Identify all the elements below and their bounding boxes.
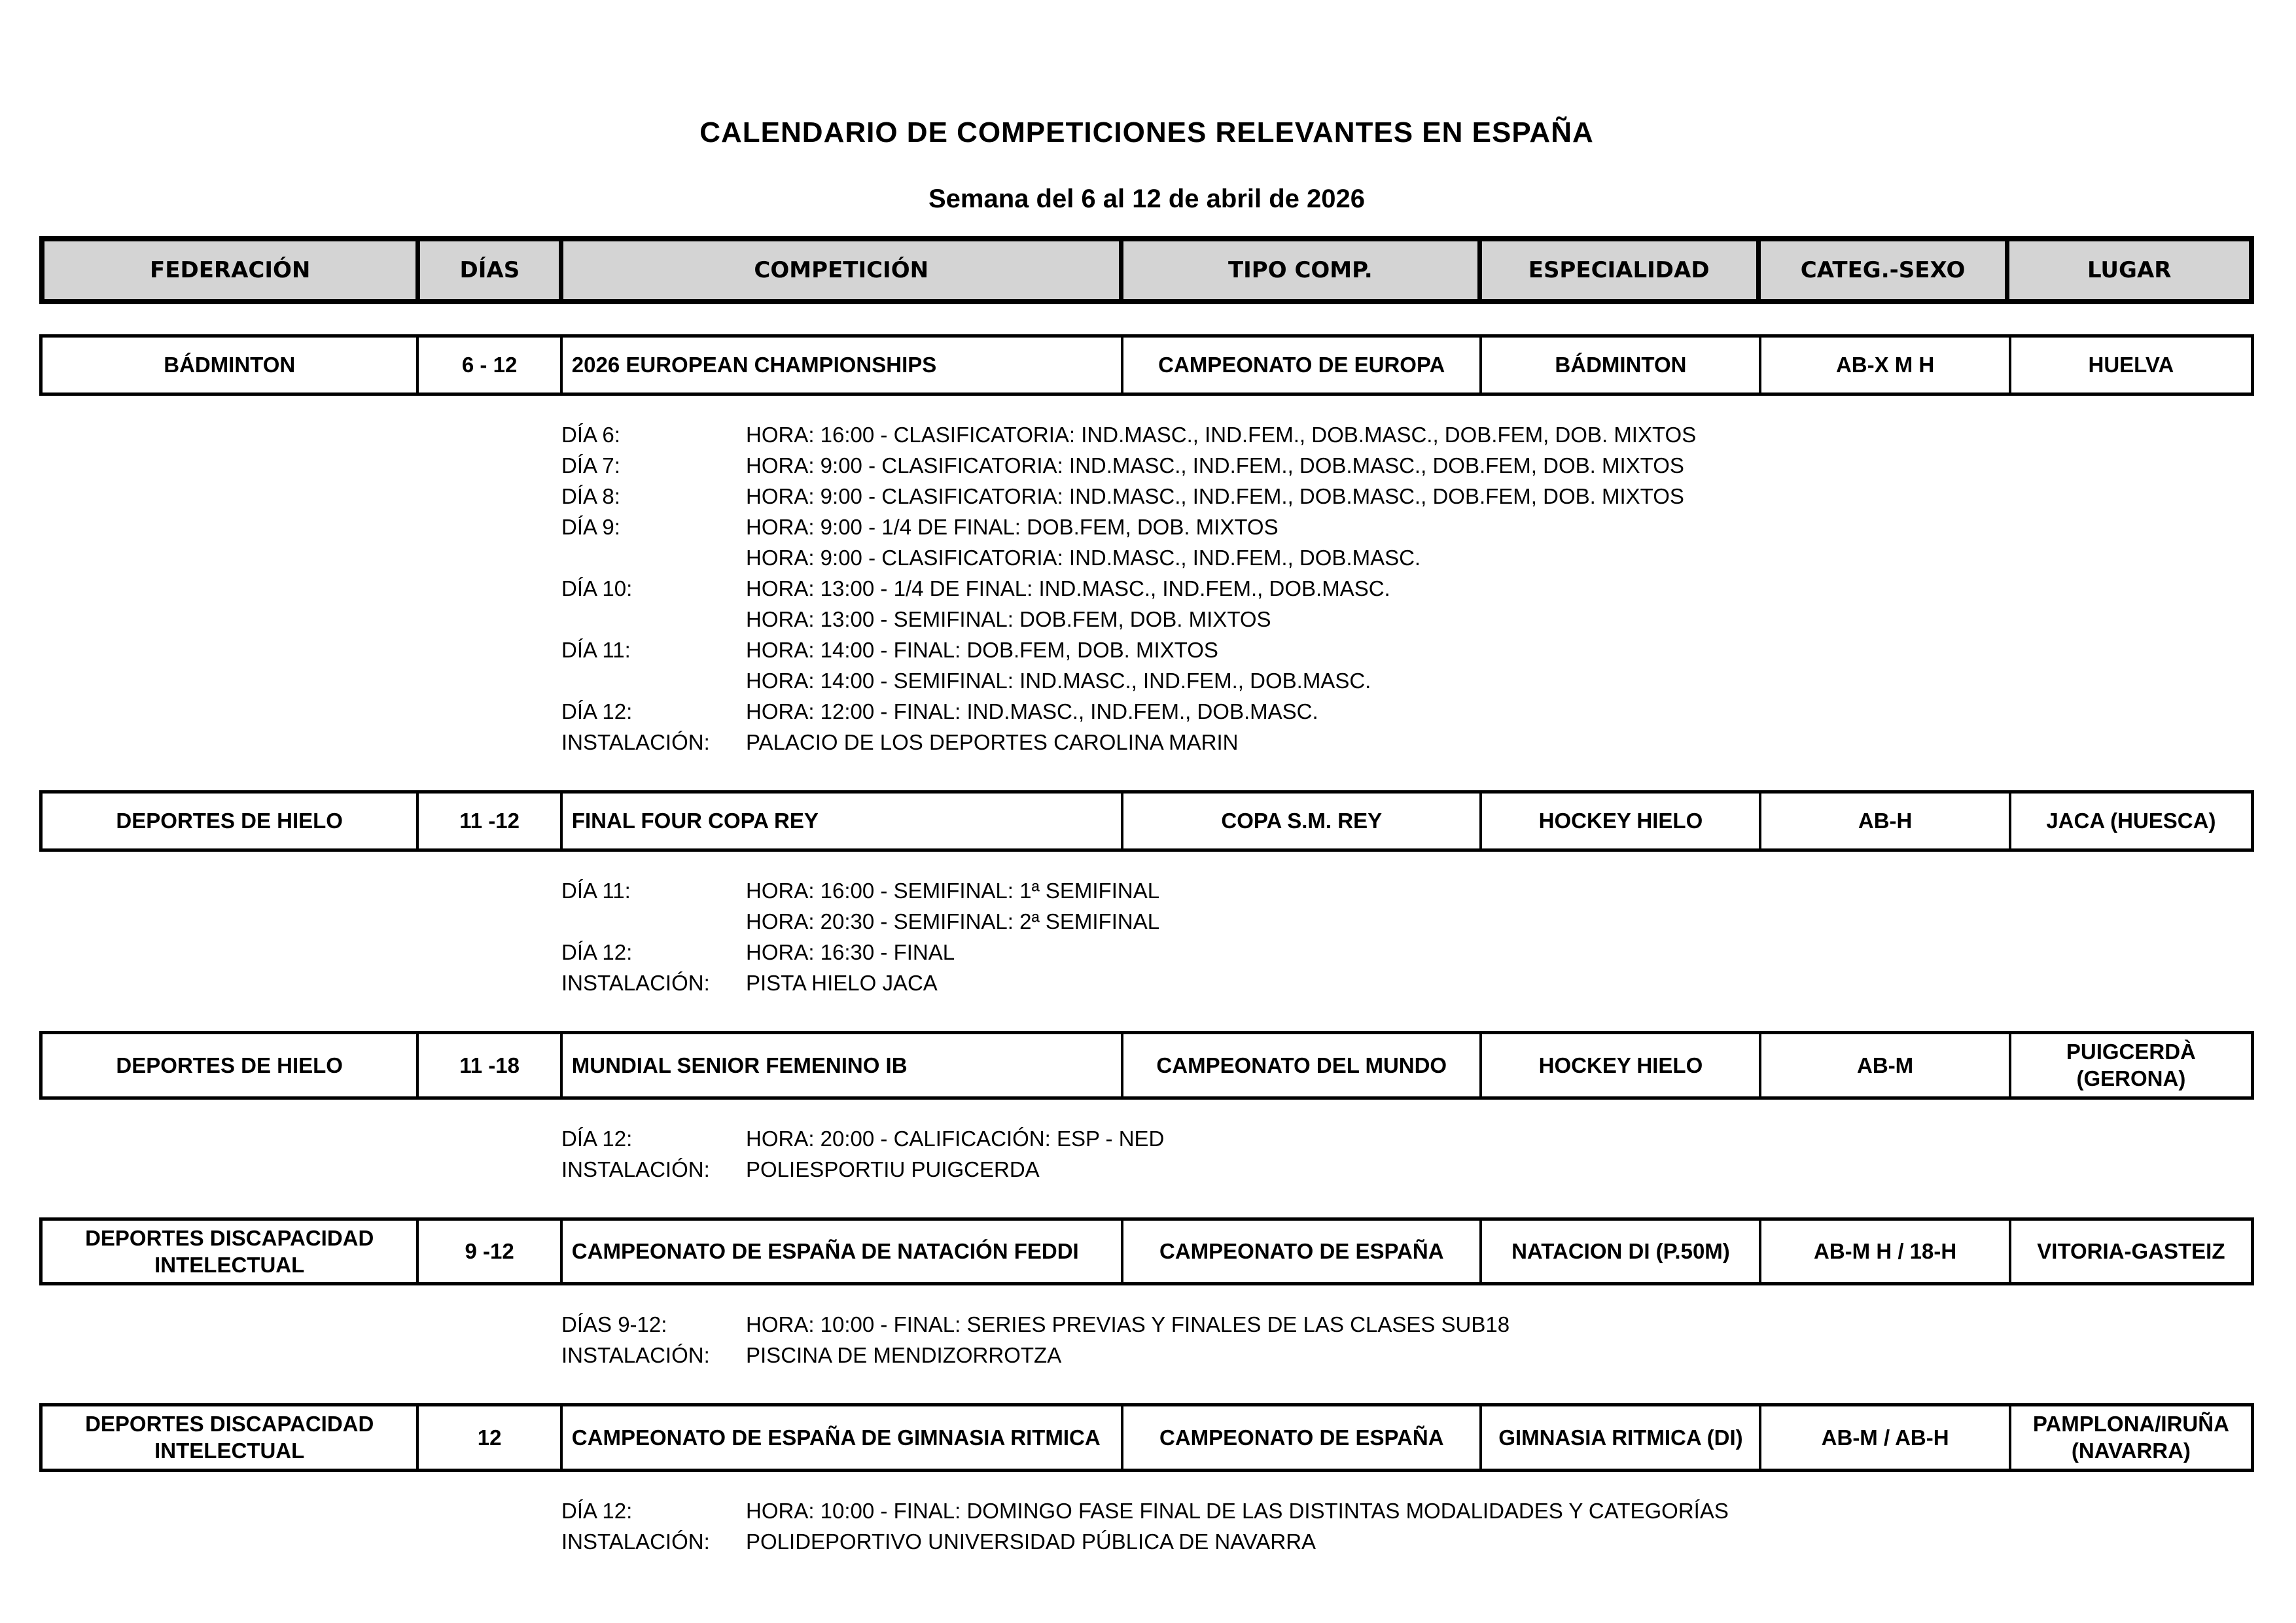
event-band-natacion-feddi <box>39 1217 2254 1374</box>
cell-tipo-comp: COPA S.M. REY <box>1123 794 1482 848</box>
detail-line <box>561 483 2254 514</box>
event-details <box>561 1498 2254 1560</box>
header-dias: DÍAS <box>420 241 563 299</box>
table-row <box>39 334 2254 396</box>
cell-dias: 6 - 12 <box>419 338 562 393</box>
detail-label: DÍA 12: <box>561 940 633 964</box>
cell-competicion: FINAL FOUR COPA REY <box>563 794 1123 848</box>
detail-line <box>561 1529 2254 1560</box>
header-federacion: FEDERACIÓN <box>44 241 420 299</box>
detail-line <box>561 606 2254 637</box>
page-subtitle: Semana del 6 al 12 de abril de 2026 <box>928 184 1366 213</box>
cell-lugar: HUELVA <box>2088 353 2174 377</box>
detail-label: DÍA 11: <box>561 879 631 903</box>
detail-text: HORA: 9:00 - 1/4 DE FINAL: DOB.FEM, DOB. MIXTOS <box>746 515 1279 539</box>
page-title: CALENDARIO DE COMPETICIONES RELEVANTES EN ESPAÑA <box>699 116 1594 148</box>
detail-text: HORA: 20:00 - CALIFICACIÓN: ESP - NED <box>746 1126 1165 1151</box>
detail-text: HORA: 14:00 - FINAL: DOB.FEM, DOB. MIXTOS <box>746 638 1218 662</box>
detail-line <box>561 1157 2254 1187</box>
detail-label: DÍA 6: <box>561 423 620 447</box>
cell-dias: 12 <box>419 1406 562 1469</box>
detail-text: PALACIO DE LOS DEPORTES CAROLINA MARIN <box>746 730 1239 754</box>
detail-label: DÍA 8: <box>561 484 620 508</box>
detail-text: HORA: 10:00 - FINAL: DOMINGO FASE FINAL DE LAS DISTINTAS MODALIDADES Y CATEGORÍAS <box>746 1498 1729 1523</box>
cell-lugar: JACA (HUESCA) <box>2046 809 2216 833</box>
detail-text: HORA: 9:00 - CLASIFICATORIA: IND.MASC., IND.FEM., DOB.MASC., DOB.FEM, DOB. MIXTOS <box>746 484 1684 508</box>
cell-dias: 9 -12 <box>419 1221 562 1283</box>
detail-text: POLIDEPORTIVO UNIVERSIDAD PÚBLICA DE NAVARRA <box>746 1529 1316 1554</box>
table-row <box>39 790 2254 852</box>
cell-especialidad: GIMNASIA RITMICA (DI) <box>1482 1406 1761 1469</box>
detail-label: DÍA 10: <box>561 576 633 601</box>
detail-text: HORA: 16:30 - FINAL <box>746 940 955 964</box>
cell-categ-sexo: AB-M / AB-H <box>1761 1406 2011 1469</box>
detail-line <box>561 939 2254 970</box>
detail-label: INSTALACIÓN: <box>561 730 710 754</box>
detail-line <box>561 699 2254 729</box>
event-band-hielo-copa-rey <box>39 790 2254 1001</box>
cell-tipo-comp: CAMPEONATO DE ESPAÑA <box>1123 1221 1482 1283</box>
detail-text: HORA: 13:00 - SEMIFINAL: DOB.FEM, DOB. MIXTOS <box>746 607 1271 631</box>
detail-text: HORA: 9:00 - CLASIFICATORIA: IND.MASC., IND.FEM., DOB.MASC., DOB.FEM, DOB. MIXTOS <box>746 453 1684 478</box>
cell-competicion: MUNDIAL SENIOR FEMENINO IB <box>563 1034 1123 1096</box>
detail-text: HORA: 14:00 - SEMIFINAL: IND.MASC., IND.FEM., DOB.MASC. <box>746 669 1371 693</box>
detail-label: DÍA 7: <box>561 453 620 478</box>
cell-especialidad: NATACION DI (P.50M) <box>1482 1221 1761 1283</box>
header-categ-sexo: CATEG.-SEXO <box>1761 241 2010 299</box>
header-competicion: COMPETICIÓN <box>563 241 1123 299</box>
cell-federacion: DEPORTES DE HIELO <box>43 1034 419 1096</box>
header-lugar: LUGAR <box>2087 257 2172 283</box>
detail-text: PISTA HIELO JACA <box>746 971 938 995</box>
cell-competicion: 2026 EUROPEAN CHAMPIONSHIPS <box>563 338 1123 393</box>
cell-federacion: BÁDMINTON <box>43 338 419 393</box>
detail-label: INSTALACIÓN: <box>561 971 710 995</box>
cell-categ-sexo: AB-H <box>1761 794 2011 848</box>
cell-dias: 11 -12 <box>419 794 562 848</box>
table-row <box>39 1403 2254 1472</box>
header-especialidad: ESPECIALIDAD <box>1482 241 1761 299</box>
header-tipo-comp: TIPO COMP. <box>1123 241 1481 299</box>
cell-lugar: PUIGCERDÀ (GERONA) <box>2066 1039 2196 1091</box>
detail-text: HORA: 16:00 - CLASIFICATORIA: IND.MASC., IND.FEM., DOB.MASC., DOB.FEM, DOB. MIXTOS <box>746 423 1697 447</box>
cell-especialidad: HOCKEY HIELO <box>1482 794 1761 848</box>
detail-line <box>561 909 2254 939</box>
detail-line <box>561 637 2254 668</box>
cell-tipo-comp: CAMPEONATO DEL MUNDO <box>1123 1034 1482 1096</box>
cell-tipo-comp: CAMPEONATO DE ESPAÑA <box>1123 1406 1482 1469</box>
detail-label: DÍA 9: <box>561 515 620 539</box>
detail-line <box>561 1126 2254 1157</box>
detail-line <box>561 668 2254 699</box>
detail-label: DÍAS 9-12: <box>561 1312 667 1336</box>
event-band-gimnasia-ritmica <box>39 1403 2254 1560</box>
detail-line <box>561 576 2254 606</box>
detail-line <box>561 514 2254 545</box>
cell-especialidad: BÁDMINTON <box>1482 338 1761 393</box>
detail-line <box>561 729 2254 760</box>
detail-label: INSTALACIÓN: <box>561 1157 710 1181</box>
cell-dias: 11 -18 <box>419 1034 562 1096</box>
cell-federacion: DEPORTES DISCAPACIDAD INTELECTUAL <box>43 1406 419 1469</box>
table-row <box>39 1031 2254 1100</box>
detail-text: HORA: 9:00 - CLASIFICATORIA: IND.MASC., IND.FEM., DOB.MASC. <box>746 546 1421 570</box>
detail-text: POLIESPORTIU PUIGCERDA <box>746 1157 1040 1181</box>
detail-text: HORA: 16:00 - SEMIFINAL: 1ª SEMIFINAL <box>746 879 1160 903</box>
detail-line <box>561 970 2254 1001</box>
detail-line <box>561 453 2254 483</box>
cell-categ-sexo: AB-M H / 18-H <box>1761 1221 2011 1283</box>
cell-lugar: PAMPLONA/IRUÑA (NAVARRA) <box>2032 1412 2229 1463</box>
event-details <box>561 1126 2254 1187</box>
detail-line <box>561 1342 2254 1373</box>
event-band-hielo-mundial <box>39 1031 2254 1187</box>
cell-tipo-comp: CAMPEONATO DE EUROPA <box>1123 338 1482 393</box>
cell-federacion: DEPORTES DISCAPACIDAD INTELECTUAL <box>43 1221 419 1283</box>
cell-especialidad: HOCKEY HIELO <box>1482 1034 1761 1096</box>
detail-label: DÍA 12: <box>561 1498 633 1523</box>
detail-line <box>561 545 2254 576</box>
cell-competicion: CAMPEONATO DE ESPAÑA DE NATACIÓN FEDDI <box>563 1221 1123 1283</box>
detail-label: INSTALACIÓN: <box>561 1529 710 1554</box>
detail-label: DÍA 11: <box>561 638 631 662</box>
cell-competicion: CAMPEONATO DE ESPAÑA DE GIMNASIA RITMICA <box>563 1406 1123 1469</box>
event-details <box>561 878 2254 1001</box>
cell-federacion: DEPORTES DE HIELO <box>43 794 419 848</box>
detail-line <box>561 1498 2254 1529</box>
event-details <box>561 1312 2254 1373</box>
detail-text: HORA: 10:00 - FINAL: SERIES PREVIAS Y FINALES DE LAS CLASES SUB18 <box>746 1312 1510 1336</box>
detail-label: DÍA 12: <box>561 699 633 724</box>
event-details <box>561 422 2254 760</box>
detail-text: HORA: 13:00 - 1/4 DE FINAL: IND.MASC., IND.FEM., DOB.MASC. <box>746 576 1390 601</box>
detail-label: DÍA 12: <box>561 1126 633 1151</box>
detail-label: INSTALACIÓN: <box>561 1343 710 1367</box>
event-band-badminton <box>39 334 2254 760</box>
detail-line <box>561 1312 2254 1342</box>
table-header-row <box>39 236 2254 304</box>
detail-text: PISCINA DE MENDIZORROTZA <box>746 1343 1062 1367</box>
detail-line <box>561 422 2254 453</box>
cell-lugar: VITORIA-GASTEIZ <box>2037 1239 2225 1264</box>
cell-categ-sexo: AB-M <box>1761 1034 2011 1096</box>
detail-line <box>561 878 2254 909</box>
detail-text: HORA: 12:00 - FINAL: IND.MASC., IND.FEM., DOB.MASC. <box>746 699 1318 724</box>
table-row <box>39 1217 2254 1286</box>
cell-categ-sexo: AB-X M H <box>1761 338 2011 393</box>
detail-text: HORA: 20:30 - SEMIFINAL: 2ª SEMIFINAL <box>746 909 1160 934</box>
